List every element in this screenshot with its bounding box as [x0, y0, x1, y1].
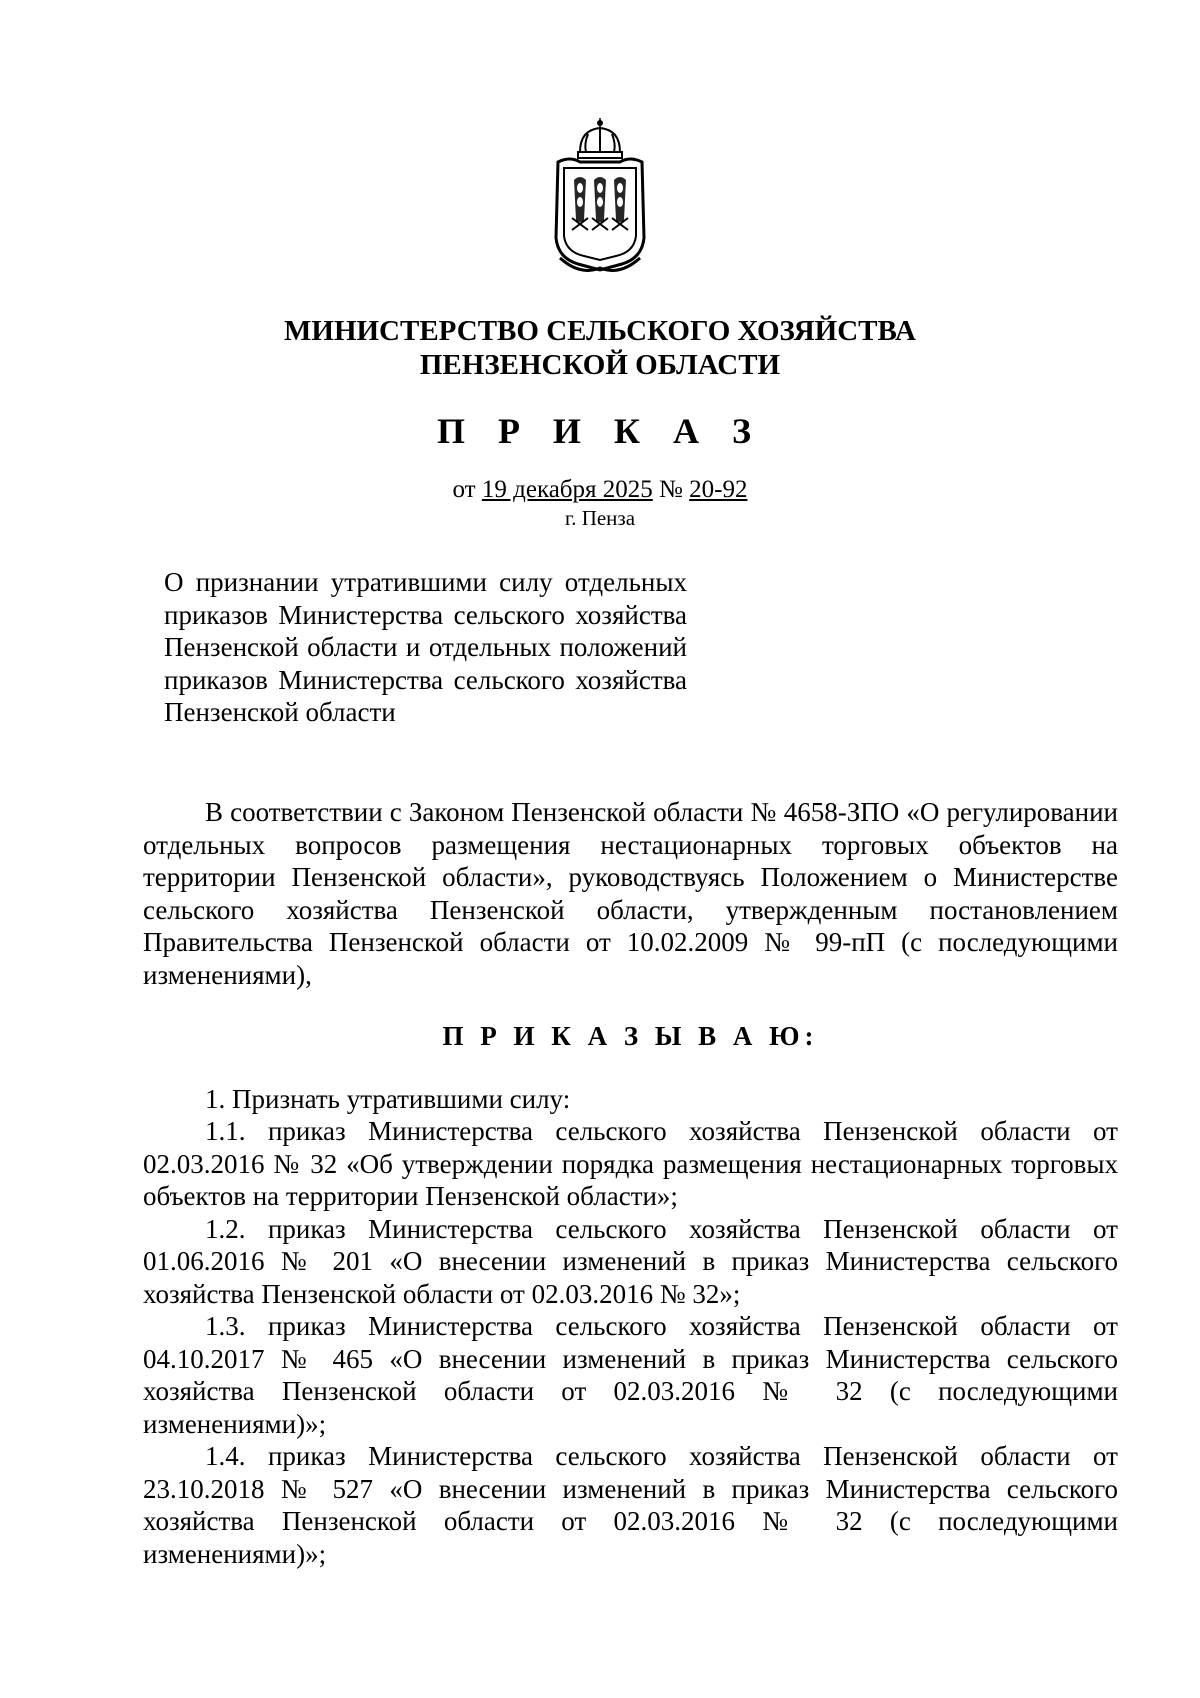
list-item: 1. Признать утратившими силу:	[205, 1083, 571, 1114]
order-heading: П Р И К А З Ы В А Ю:	[442, 1021, 819, 1051]
list-item: 1.1. приказ Министерства сельского хозяйства Пензенской области от 02.03.2016 № 32 «Об утверждении порядка размещения нестационарных торговых объектов на территории Пензенской области»;	[143, 1116, 1118, 1211]
ministry-name-line1: МИНИСТЕРСТВО СЕЛЬСКОГО ХОЗЯЙСТВА	[284, 315, 916, 347]
document-date: 19 декабря 2025	[481, 476, 653, 503]
document-number: 20-92	[689, 476, 748, 503]
coat-of-arms-icon	[550, 118, 650, 276]
number-prefix: №	[659, 476, 683, 503]
list-item: 1.2. приказ Министерства сельского хозяйства Пензенской области от 01.06.2016 № 201 «О внесении изменений в приказ Министерства сельского хозяйства Пензенской области от 02.03.2016 № 32»;	[143, 1213, 1118, 1309]
date-prefix: от	[452, 476, 476, 503]
list-item: 1.4. приказ Министерства сельского хозяйства Пензенской области от 23.10.2018 № 527 «О внесении изменений в приказ Министерства сельского хозяйства Пензенской области от 02.03.2016 № 32 (с последующими изменениями)»;	[143, 1441, 1118, 1569]
preamble: В соответствии с Законом Пензенской области № 4658-ЗПО «О регулировании отдельных вопросов размещения нестационарных торговых объектов на территории Пензенской области», руководствуясь Положением о Министерстве сельского хозяйства Пензенской области, утвержденным постановлением Правительства Пензенской области от 10.02.2009 № 99-пП (с последующими изменениями),	[143, 797, 1118, 990]
date-line	[0, 474, 1200, 506]
ministry-name-line2: ПЕНЗЕНСКОЙ ОБЛАСТИ	[419, 349, 781, 381]
document-title: П Р И К А З	[436, 411, 764, 451]
city: г. Пенза	[564, 506, 636, 530]
document-subject: О признании утратившими силу отдельных приказов Министерства сельского хозяйства Пензенской области и отдельных положений приказов Министерства сельского хозяйства Пензенской области	[164, 567, 687, 727]
list-item: 1.3. приказ Министерства сельского хозяйства Пензенской области от 04.10.2017 № 465 «О внесении изменений в приказ Министерства сельского хозяйства Пензенской области от 02.03.2016 № 32 (с последующими изменениями)»;	[143, 1311, 1118, 1439]
document-body	[143, 796, 1118, 1570]
